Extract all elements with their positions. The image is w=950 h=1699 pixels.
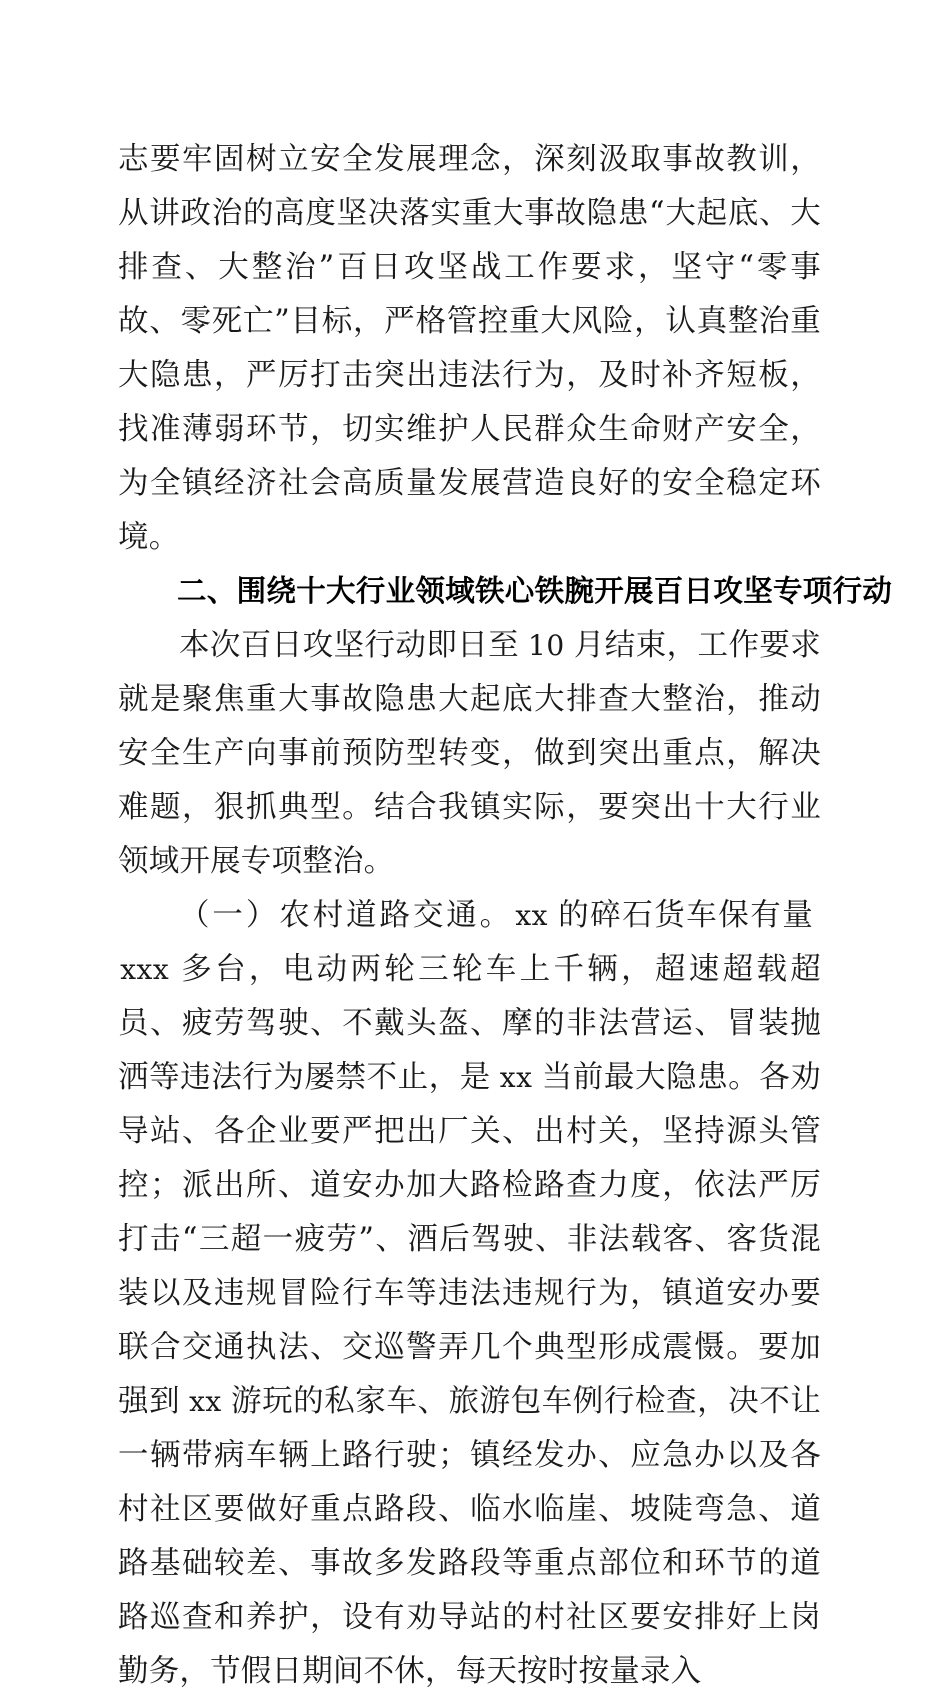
run-placeholder-xx-3: xx — [189, 1385, 222, 1418]
run-cjk-e: 当前最大隐患。各劝导站、各企业要严把出厂关、出村关，坚持源头管控；派出所、道安办加大路检路查力度，依法严厉打击“三超一疲劳”、酒后驾驶、非法载客、客货混装以及违规冒险行车等违法违规行为，镇道安办要联合交通执法、交巡警弄几个典型形成震慑。要加强到 — [118, 1060, 821, 1419]
subsection-label-one: （一）农村道路交通。 — [179, 898, 514, 933]
run-placeholder-xx-2: xx — [499, 1061, 533, 1094]
paragraph-rural-road-traffic — [118, 889, 821, 1699]
run-placeholder-xxx: xxx — [120, 953, 170, 986]
run-cjk-a: 本次百日攻坚行动即日至 — [179, 628, 520, 663]
run-cjk-b: 月结束，工作要求就是聚焦重大事故隐患大起底大排查大整治，推动安全生产向事前预防型转变，做到突出重点，解决难题，狠抓典型。结合我镇实际，要突出十大行业领域开展专项整治。 — [118, 628, 822, 879]
run-cjk-f: 游玩的私家车、旅游包车例行检查，决不让一辆带病车辆上路行驶；镇经发办、应急办以及各村社区要做好重点路段、临水临崖、坡陡弯急、道路基础较差、事故多发路段等重点部位和环节的道路巡查和养护，设有劝导站的村社区要安排好上岗勤务，节假日期间不休，每天按时按量录入 — [118, 1384, 821, 1689]
section-heading-two: 二、围绕十大行业领域铁心铁腕开展百日攻坚专项行动 — [177, 575, 893, 608]
page-content — [118, 133, 893, 1699]
run-cjk-c: 的碎石货车保有量 — [556, 898, 815, 933]
paragraph-campaign-overview — [118, 619, 821, 889]
paragraph-continued: 志要牢固树立安全发展理念，深刻汲取事故教训，从讲政治的高度坚决落实重大事故隐患“大起底、大排查、大整治”百日攻坚战工作要求，坚守“零事故、零死亡”目标，严格管控重大风险，认真整治重大隐患，严厉打击突出违法行为，及时补齐短板，找准薄弱环节，切实维护人民群众生命财产安全，为全镇经济社会高质量发展营造良好的安全稳定环境。 — [118, 142, 821, 555]
run-cjk-d: 多台，电动两轮三轮车上千辆，超速超载超员、疲劳驾驶、不戴头盔、摩的非法营运、冒装抛洒等违法行为屡禁不止，是 — [118, 952, 821, 1095]
run-placeholder-xx-1: xx — [515, 899, 548, 932]
run-number-10: 10 — [528, 629, 565, 662]
